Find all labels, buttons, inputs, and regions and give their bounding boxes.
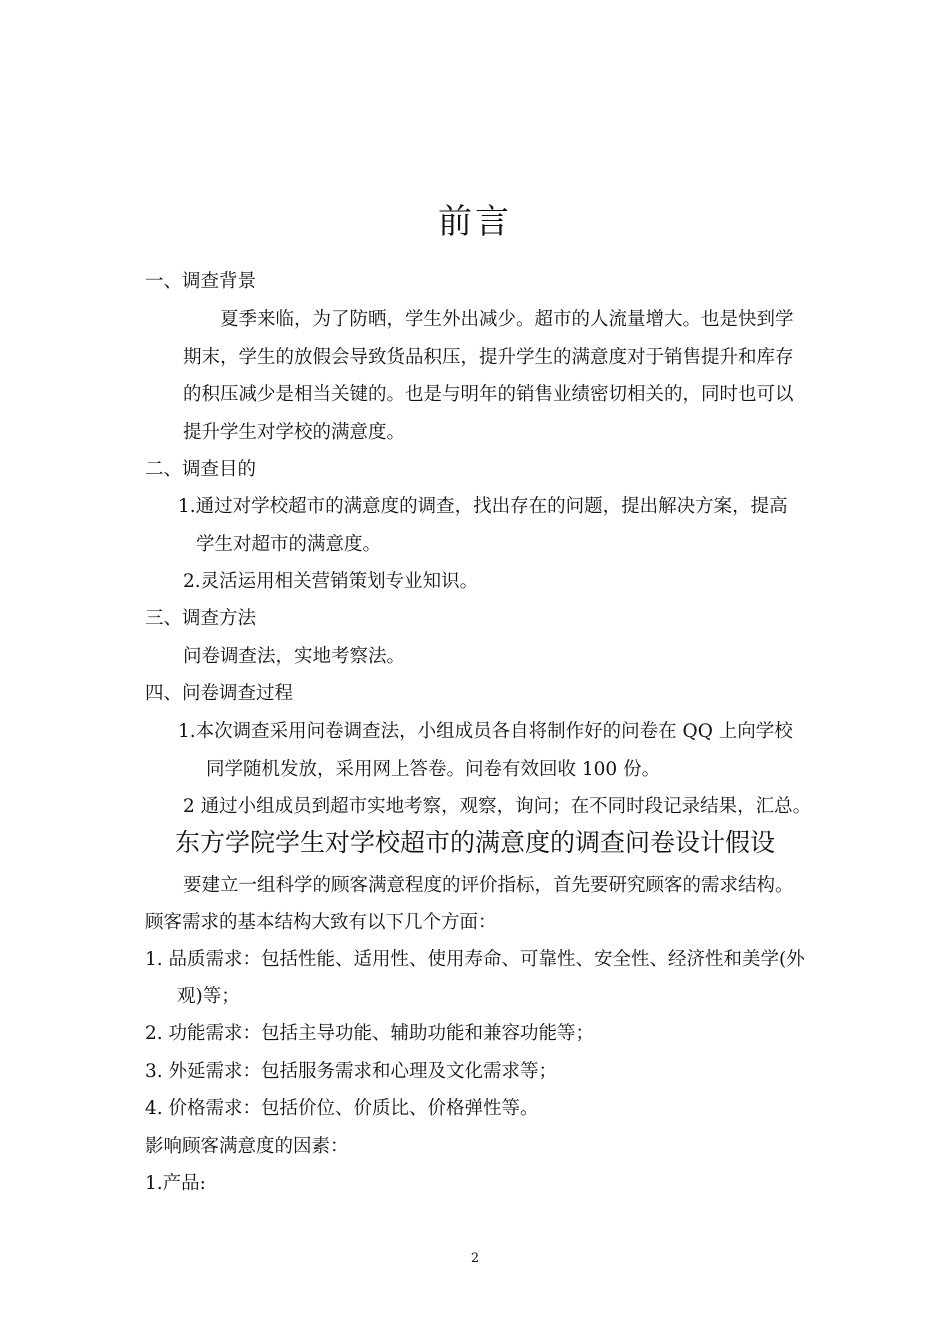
paragraph-line: 顾客需求的基本结构大致有以下几个方面：: [145, 912, 497, 933]
section-heading-background: 一、调查背景: [145, 271, 257, 292]
list-item-continuation: 学生对超市的满意度。: [196, 534, 382, 555]
paragraph-line: 要建立一组科学的顾客满意程度的评价指标，首先要研究顾客的需求结构。: [183, 875, 794, 896]
list-item: 2. 功能需求：包括主导功能、辅助功能和兼容功能等；: [145, 1023, 595, 1044]
list-item: 1.通过对学校超市的满意度的调查，找出存在的问题，提出解决方案，提高: [178, 496, 788, 517]
paragraph-line: 提升学生对学校的满意度。: [183, 422, 406, 443]
list-item: 1.本次调查采用问卷调查法，小组成员各自将制作好的问卷在 QQ 上向学校: [178, 721, 793, 742]
paragraph-line: 问卷调查法，实地考察法。: [183, 646, 406, 667]
list-item: 4. 价格需求：包括价位、价质比、价格弹性等。: [145, 1098, 539, 1119]
list-item: 1. 品质需求：包括性能、适用性、使用寿命、可靠性、安全性、经济性和美学(外: [145, 949, 805, 970]
section-heading-process: 四、问卷调查过程: [145, 683, 294, 704]
paragraph-line: 期末，学生的放假会导致货品积压，提升学生的满意度对于销售提升和库存: [183, 347, 794, 368]
section-title: 东方学院学生对学校超市的满意度的调查问卷设计假设: [174, 828, 775, 857]
list-item: 2.灵活运用相关营销策划专业知识。: [183, 571, 479, 592]
paragraph-line: 夏季来临，为了防晒，学生外出减少。超市的人流量增大。也是快到学: [220, 309, 794, 330]
list-item: 1.产品:: [145, 1173, 206, 1194]
list-item-continuation: 同学随机发放，采用网上答卷。问卷有效回收 100 份。: [206, 759, 661, 780]
list-item: 3. 外延需求：包括服务需求和心理及文化需求等；: [145, 1061, 558, 1082]
page-number: 2: [470, 1251, 480, 1266]
list-item: 2 通过小组成员到超市实地考察，观察，询问；在不同时段记录结果，汇总。: [183, 796, 812, 817]
page-title: 前言: [438, 202, 512, 242]
factors-heading: 影响顾客满意度的因素：: [145, 1136, 349, 1157]
section-heading-purpose: 二、调查目的: [145, 459, 257, 480]
list-item-continuation: 观)等；: [177, 986, 240, 1007]
section-heading-method: 三、调查方法: [145, 608, 257, 629]
paragraph-line: 的积压减少是相当关键的。也是与明年的销售业绩密切相关的，同时也可以: [183, 384, 794, 405]
